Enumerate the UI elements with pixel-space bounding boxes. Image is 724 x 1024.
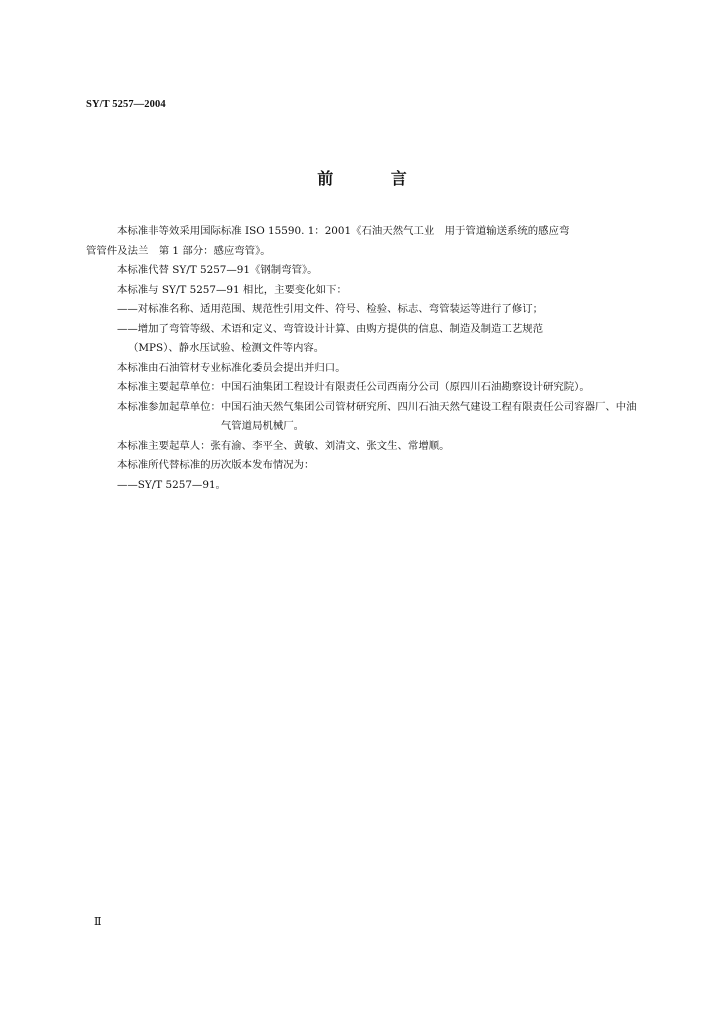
- paragraph-participating-units: [86, 398, 638, 437]
- paragraph-history-item: ——SY/T 5257—91。: [117, 478, 226, 491]
- paragraph-change-added-line2: （MPS）、静水压试验、检测文件等内容。: [128, 342, 325, 354]
- foreword-body: [86, 222, 638, 495]
- paragraph-change-added-line1: ——增加了弯管等级、术语和定义、弯管设计计算、由购方提供的信息、制造及制造工艺规范: [117, 322, 544, 335]
- page-number: Ⅱ: [94, 916, 102, 928]
- standard-code-header: SY/T 5257—2004: [86, 99, 166, 110]
- participating-units-label: 本标准参加起草单位：: [117, 400, 221, 413]
- paragraph-proposed-by: 本标准由石油管材专业标准化委员会提出并归口。: [117, 361, 346, 374]
- paragraph-adoption-line1: 本标准非等效采用国际标准 ISO 15590. 1：2001《石油天然气工业 用于管道输送系统的感应弯: [117, 225, 570, 237]
- main-drafting-unit-label: 本标准主要起草单位：: [117, 381, 221, 393]
- paragraph-adoption-line2: 管管件及法兰 第 1 部分：感应弯管》。: [86, 244, 271, 257]
- paragraph-replaces: 本标准代替 SY/T 5257—91《钢制弯管》。: [117, 264, 318, 276]
- main-drafting-unit-value: 中国石油集团工程设计有限责任公司西南分公司（原四川石油勘察设计研究院）。: [220, 381, 590, 393]
- paragraph-drafters: 本标准主要起草人：张有渝、李平全、黄敏、刘清文、张文生、常增顺。: [117, 439, 450, 452]
- paragraph-main-drafting-unit: [86, 378, 638, 398]
- paragraph-changes-intro: 本标准与 SY/T 5257—91 相比，主要变化如下：: [117, 283, 347, 296]
- paragraph-history-intro: 本标准所代替标准的历次版本发布情况为：: [117, 459, 315, 471]
- paragraph-change-revised: ——对标准名称、适用范围、规范性引用文件、符号、检验、标志、弯管装运等进行了修订；: [117, 303, 544, 315]
- page-title: 前 言: [317, 169, 433, 188]
- participating-units-value: 中国石油天然气集团公司管材研究所、四川石油天然气建设工程有限责任公司容器厂、中油气管道局机械厂。: [220, 400, 637, 432]
